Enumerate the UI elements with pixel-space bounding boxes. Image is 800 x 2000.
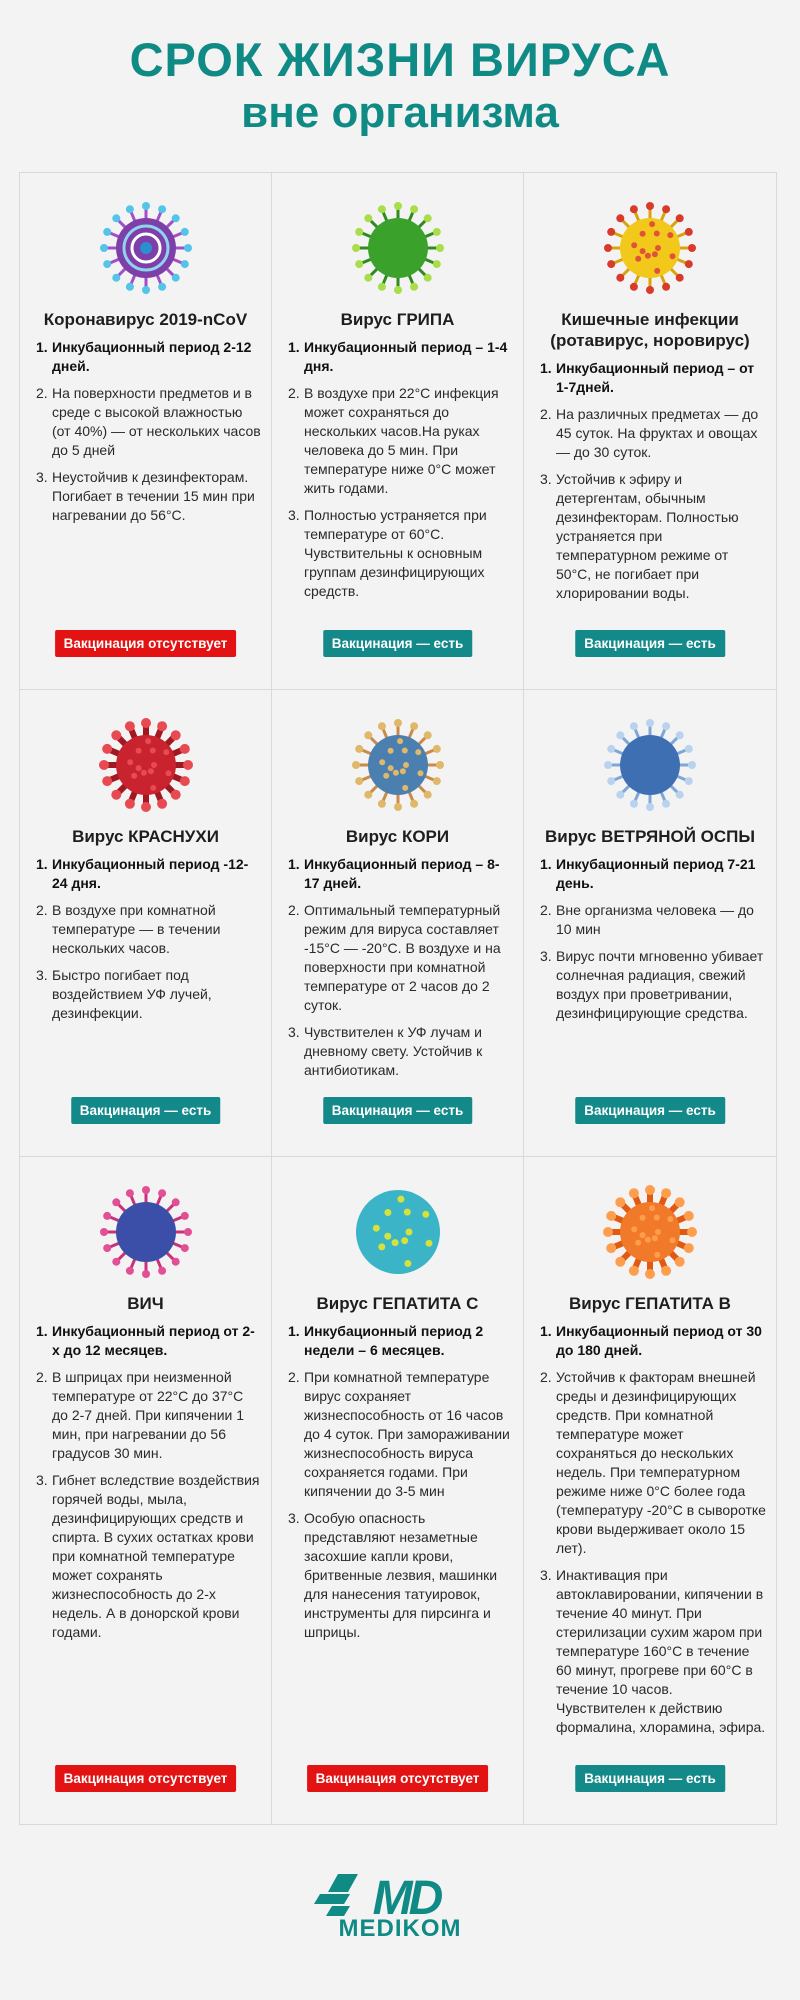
virus-fact: На различных предметах — до 45 суток. На фруктах и овощах — до 30 суток.: [556, 406, 759, 460]
measles-virus-icon: [351, 718, 445, 812]
virus-fact: В воздухе при комнатной температуре — в течении нескольких часов.: [52, 902, 221, 956]
virus-fact: Полностью устраняется при температуре от 60°С. Чувствительны к основным группам дезинфицирующих средств.: [304, 507, 487, 599]
virus-name: Вирус КРАСНУХИ: [72, 827, 219, 846]
virus-fact: Инактивация при автоклавировании, кипячении в течение 40 минут. При стерилизации сухим жаром при температуре 160°С в течение 60 минут, прогреве при 60°С в течение 10 часов. Чувствителен к действию формалина, хлорамина, эфира.: [556, 1567, 766, 1735]
virus-fact: Инкубационный период 7-21 день.: [556, 856, 756, 891]
logo-text: MEDIKOM: [338, 1915, 462, 1940]
virus-card: [20, 173, 272, 690]
virus-fact: Вирус почти мгновенно убивает солнечная радиация, свежий воздух при проветривании, дезинфицирующие средства.: [556, 948, 764, 1021]
virus-card: [272, 173, 524, 690]
virus-fact: Оптимальный температурный режим для вируса составляет -15°С — -20°С. В воздухе и на поверхности при комнатной температуре от 2 часов до 2 суток.: [304, 902, 501, 1013]
virus-fact: Неустойчив к дезинфекторам. Погибает в течении 15 мин при нагревании до 56°С.: [52, 469, 255, 523]
virus-name: Кишечные инфекции (ротавирус, норовирус): [550, 310, 750, 350]
vaccination-badge: Вакцинация — есть: [323, 1097, 473, 1124]
virus-name: Вирус КОРИ: [345, 827, 450, 846]
virus-fact: Инкубационный период 2-12 дней.: [52, 339, 252, 374]
virus-facts: [30, 1322, 261, 1642]
vaccination-badge: Вакцинация — есть: [323, 630, 473, 657]
virus-fact: Инкубационный период – 1-4 дня.: [304, 339, 508, 374]
virus-card: [524, 1157, 777, 1825]
virus-card: [524, 173, 777, 690]
logo-mark: MD: [372, 1872, 440, 1925]
page-subtitle: вне организма: [241, 88, 559, 137]
vaccination-badge: Вакцинация — есть: [575, 1097, 725, 1124]
virus-fact: Инкубационный период – 8-17 дней.: [304, 856, 500, 891]
virus-card: [272, 690, 524, 1157]
virus-fact: Устойчив к факторам внешней среды и дезинфицирующих средств. При комнатной температуре может сохраняться до нескольких недель. При температурном режиме ниже 0°С более года (температуру -20°С в сыворотке крови выдерживает около 15 лет).: [556, 1369, 766, 1556]
virus-card: [272, 1157, 524, 1825]
virus-fact: Инкубационный период от 2-х до 12 месяцев.: [52, 1323, 255, 1358]
virus-name: Вирус ГЕПАТИТА В: [569, 1294, 731, 1313]
virus-facts: [282, 855, 513, 1080]
virus-fact: При комнатной температуре вирус сохраняет жизнеспособность от 16 часов до 4 суток. При замораживании жизнеспособность вируса сохраняется годами. При кипячении до 3-5 мин: [304, 1369, 510, 1499]
varicella-virus-icon: [603, 718, 697, 812]
vaccination-badge: Вакцинация отсутствует: [55, 630, 237, 657]
virus-facts: [282, 1322, 513, 1642]
virus-facts: [30, 338, 261, 525]
virus-grid: [19, 172, 777, 1825]
virus-fact: Чувствителен к УФ лучам и дневному свету. Устойчив к антибиотикам.: [304, 1024, 483, 1078]
virus-fact: Гибнет вследствие воздействия горячей воды, мыла, дезинфицирующих средств и спирта. В сухих остатках крови при комнатной температуре может сохранять жизнеспособность до 2-х недель. А в донорской крови годами.: [52, 1472, 260, 1640]
virus-fact: Инкубационный период 2 недели – 6 месяцев.: [304, 1323, 484, 1358]
virus-fact: На поверхности предметов и в среде с высокой влажностью (от 40%) — от нескольких часов до 5 дней: [52, 385, 261, 458]
virus-fact: Особую опасность представляют незаметные засохшие капли крови, бритвенные лезвия, машинки для нанесения татуировок, инструменты для пирсинга и шприцы.: [304, 1510, 498, 1640]
rotavirus-icon: [603, 201, 697, 295]
page-title: СРОК ЖИЗНИ ВИРУСА: [129, 33, 671, 86]
vaccination-badge: Вакцинация отсутствует: [55, 1765, 237, 1792]
medikom-logo: [310, 1870, 490, 1940]
coronavirus-icon: [99, 201, 193, 295]
vaccination-badge: Вакцинация — есть: [575, 630, 725, 657]
virus-card: [20, 690, 272, 1157]
virus-fact: Инкубационный период -12-24 дня.: [52, 856, 249, 891]
virus-card: [524, 690, 777, 1157]
virus-name: ВИЧ: [127, 1294, 164, 1313]
virus-name: Коронавирус 2019-nCoV: [43, 310, 248, 329]
vaccination-badge: Вакцинация отсутствует: [307, 1765, 489, 1792]
virus-facts: [282, 338, 513, 601]
virus-fact: В шприцах при неизменной температуре от 22°С до 37°С до 2-7 дней. При кипячении 1 мин, при нагревании до 56 градусов 30 мин.: [52, 1369, 245, 1461]
hepatitis-b-virus-icon: [603, 1185, 697, 1279]
virus-card: [20, 1157, 272, 1825]
virus-fact: Быстро погибает под воздействием УФ лучей, дезинфекции.: [52, 967, 212, 1021]
vaccination-badge: Вакцинация — есть: [575, 1765, 725, 1792]
virus-name: Вирус ГЕПАТИТА С: [316, 1294, 479, 1313]
virus-fact: Инкубационный период от 30 до 180 дней.: [556, 1323, 762, 1358]
virus-fact: Вне организма человека — до 10 мин: [556, 902, 754, 937]
virus-fact: В воздухе при 22°С инфекция может сохраняться до нескольких часов.На руках человека до 5 мин. При температуре ниже 0°С может жить годами.: [304, 385, 499, 496]
flu-virus-icon: [351, 201, 445, 295]
virus-fact: Инкубационный период – от 1-7дней.: [556, 360, 755, 395]
virus-facts: [534, 855, 766, 1023]
rubella-virus-icon: [99, 718, 193, 812]
virus-facts: [534, 1322, 766, 1737]
hepatitis-c-virus-icon: [351, 1185, 445, 1279]
vaccination-badge: Вакцинация — есть: [71, 1097, 221, 1124]
virus-facts: [534, 359, 766, 603]
virus-name: Вирус ГРИПА: [340, 310, 455, 329]
hiv-virus-icon: [99, 1185, 193, 1279]
virus-facts: [30, 855, 261, 1023]
header: [0, 0, 800, 138]
virus-fact: Устойчив к эфиру и детергентам, обычным дезинфекторам. Полностью устраняется при температурном режиме от 50°С, не погибает при хлорировании воды.: [556, 471, 739, 601]
virus-name: Вирус ВЕТРЯНОЙ ОСПЫ: [544, 827, 756, 846]
